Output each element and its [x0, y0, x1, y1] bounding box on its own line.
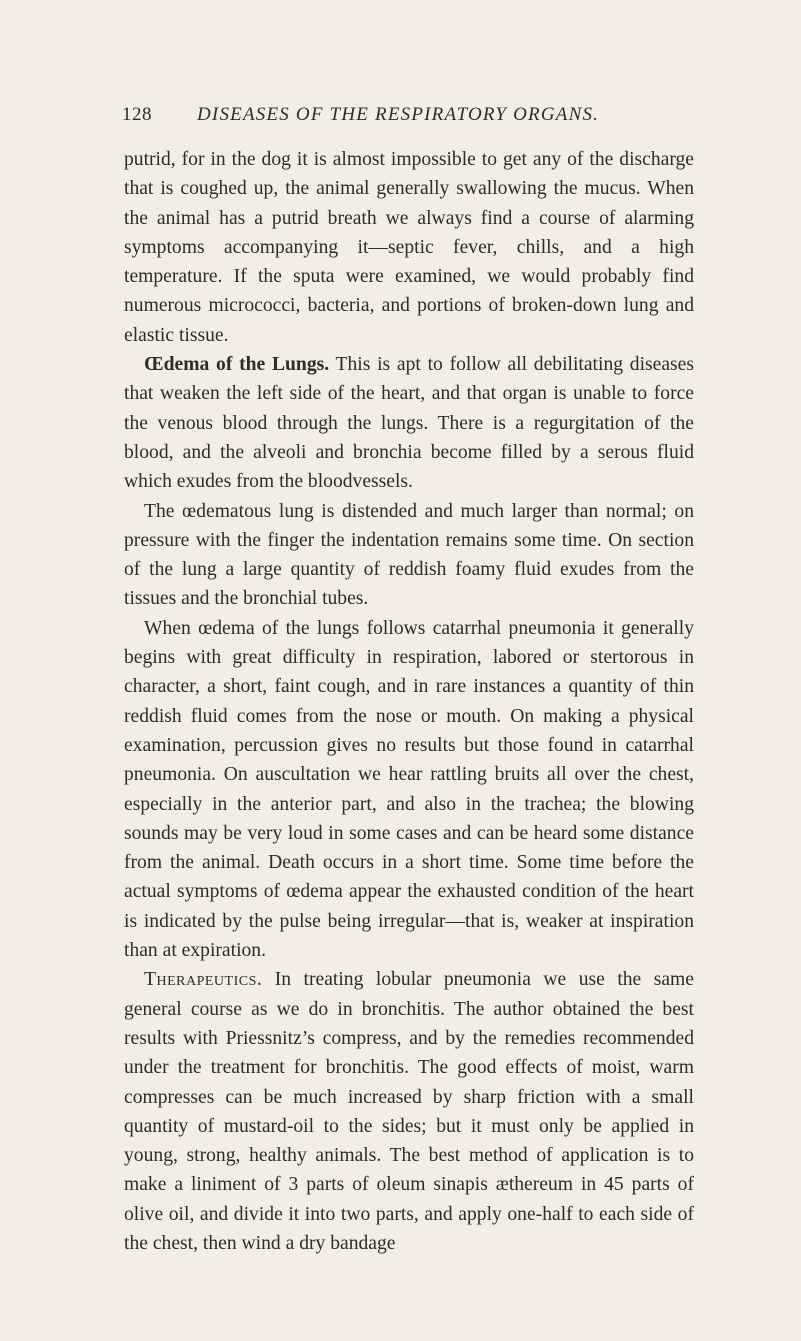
- section-heading-therapeutics: Therapeutics.: [144, 969, 263, 991]
- paragraph-oedematous-lung: [124, 497, 694, 614]
- paragraph-putrid-breath: [124, 145, 694, 350]
- paragraph-text: This is apt to follow all debilitating diseases that weaken the left side of the heart, and that organ is unable to force the venous blood through the lungs. There is a regurgitation of the blood, and the alveoli and bronchia become filled by a serous fluid which exudes from the bloodvessels.: [124, 354, 694, 493]
- body-text: [124, 145, 694, 1258]
- paragraph-therapeutics: [124, 965, 694, 1258]
- paragraph-oedema: [124, 350, 694, 496]
- paragraph-text: When œdema of the lungs follows catarrhal pneumonia it generally begins with great difficulty in respiration, labored or stertorous in character, a short, faint cough, and in rare instances a quantity of thin reddish fluid comes from the nose or mouth. On making a physical examination, percussion gives no results but those found in catarrhal pneumonia. On auscultation we hear rattling bruits all over the chest, especially in the anterior part, and also in the trachea; the blowing sounds may be very loud in some cases and can be heard some distance from the animal. Death occurs in a short time. Some time before the actual symptoms of œdema appear the exhausted condition of the heart is indicated by the pulse being irregular—that is, weaker at inspiration than at expiration.: [124, 617, 694, 962]
- section-heading-oedema: Œdema of the Lungs.: [144, 354, 330, 376]
- paragraph-text: In treating lobular pneumonia we use the same general course as we do in bronchitis. The author obtained the best results with Priessnitz’s compress, and by the remedies recommended under the treatment for bronchitis. The good effects of moist, warm compresses can be much increased by sharp friction with a small quantity of mustard-oil to the sides; but it must only be applied in young, strong, healthy animals. The best method of application is to make a liniment of 3 parts of oleum sinapis æthereum in 45 parts of olive oil, and divide it into two parts, and apply one-half to each side of the chest, then wind a dry bandage: [124, 969, 694, 1254]
- paragraph-text: The œdematous lung is distended and much larger than normal; on pressure with the finger the indentation remains some time. On section of the lung a large quantity of reddish foamy fluid exudes from the tissues and the bronchial tubes.: [124, 500, 694, 610]
- running-head: [122, 104, 692, 130]
- paragraph-text: putrid, for in the dog it is almost impossible to get any of the discharge that is coughed up, the animal generally swallowing the mucus. When the animal has a putrid breath we always find a course of alarming symptoms accompanying it—septic fever, chills, and a high temperature. If the sputa were examined, we would probably find numerous micrococci, bacteria, and portions of broken-down lung and elastic tissue.: [124, 149, 694, 346]
- page-number: 128: [122, 104, 152, 125]
- running-title: DISEASES OF THE RESPIRATORY ORGANS.: [197, 104, 600, 125]
- paragraph-catarrhal: [124, 614, 694, 966]
